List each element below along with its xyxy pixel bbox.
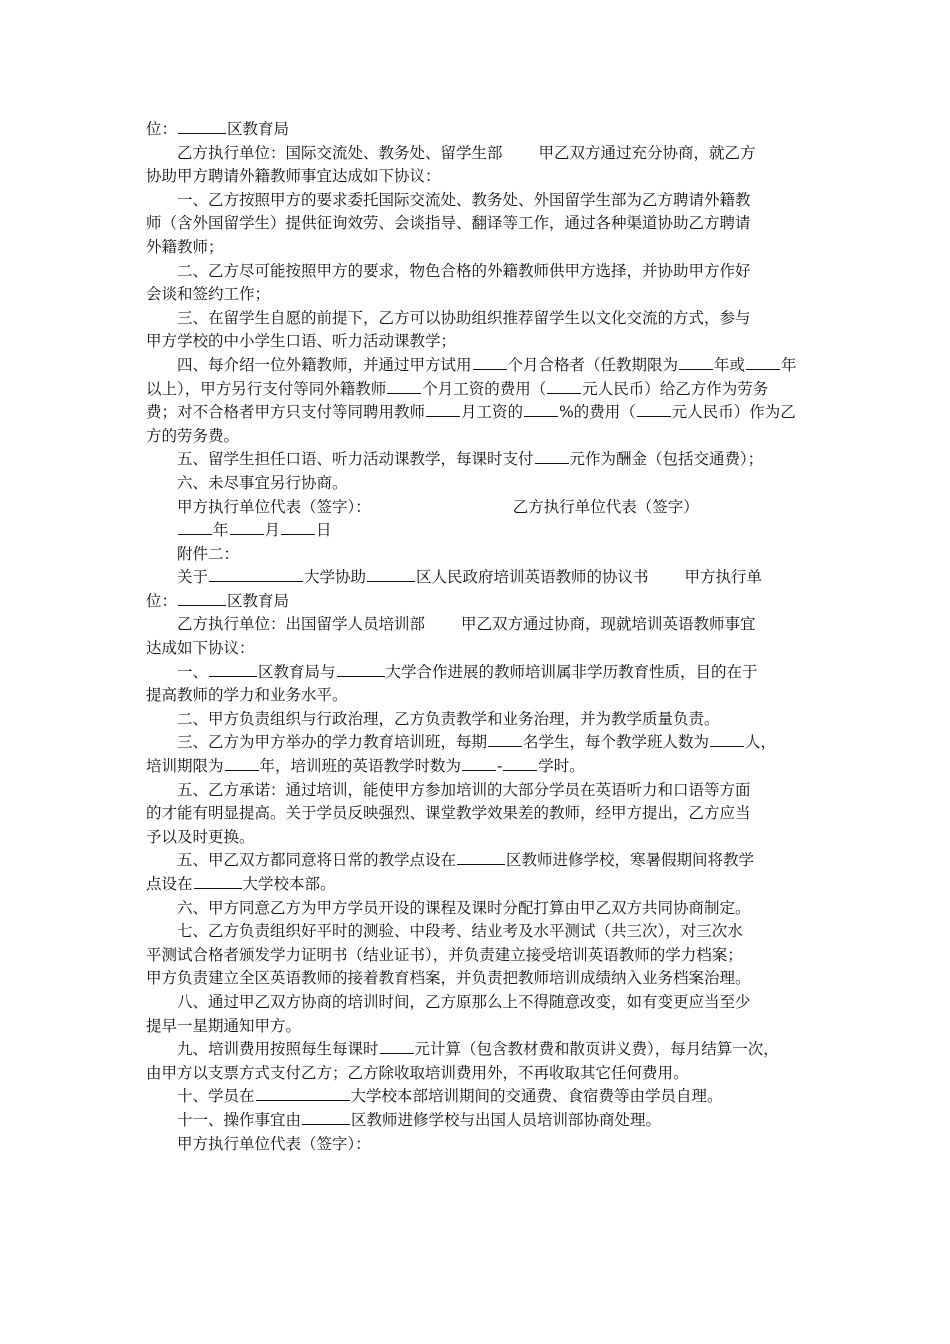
blank-underline (387, 378, 421, 394)
text-line: 六、未尽事宜另行协商。 (177, 473, 348, 492)
text-line: 予以及时更换。 (146, 827, 255, 846)
text-line: 会谈和签约工作； (146, 285, 271, 304)
text-line: 点设在 大学校本部。 (146, 875, 336, 893)
text-line: 师（含外国留学生）提供征询效劳、会谈指导、翻译等工作，通过各种渠道协助乙方聘请 (146, 214, 751, 233)
date-line: 年 月 日 (146, 519, 814, 543)
blank-underline (209, 661, 257, 677)
blank-underline (535, 448, 569, 464)
blank-underline (209, 566, 303, 582)
text-line: 外籍教师； (146, 237, 224, 256)
text-line: 位： 区教育局 (146, 591, 290, 610)
text-line: 提高教师的学力和业务水平。 (146, 686, 348, 705)
text-line: 一、乙方按照甲方的要求委托国际交流处、教务处、外国留学生部为乙方聘请外籍教 (177, 190, 751, 209)
blank-underline (337, 661, 385, 677)
blank-underline (225, 755, 259, 771)
text-line: 甲方学校的中小学生口语、听力活动课教学； (146, 332, 457, 351)
text-line: 平测试合格者颁发学力证明书（结业证书），并负责建立接受培训英语教师的学力档案； (146, 945, 743, 964)
blank-underline (524, 401, 558, 417)
blank-underline (230, 519, 264, 535)
text-line: 八、通过甲乙双方协商的培训时间，乙方原那么上不得随意改变，如有变更应当至少 (177, 992, 751, 1011)
blank-underline (194, 873, 242, 889)
text-line: 提早一星期通知甲方。 (146, 1016, 302, 1035)
document-body (146, 118, 814, 1156)
blank-underline (380, 1038, 414, 1054)
appendix-heading: 附件二： (177, 544, 240, 563)
text-line: 费；对不合格者甲方只支付等同聘用教师 月工资的 %的费用（ 元人民币）作为乙 (146, 403, 796, 422)
text-line: 由甲方以支票方式支付乙方；乙方除收取培训费用外，不再收取其它任何费用。 (146, 1063, 689, 1082)
text-line: 二、乙方尽可能按照甲方的要求，物色合格的外籍教师供甲方选择，并协助甲方作好 (177, 261, 751, 280)
text-line: 位： 区教育局 (146, 120, 290, 138)
text-line: 五、乙方承诺：通过培训，能使甲方参加培训的大部分学员在英语听力和口语等方面 (177, 780, 751, 799)
text-line: 五、甲乙双方都同意将日常的教学点设在 区教师进修学校，寒暑假期间将教学 (177, 851, 755, 870)
blank-underline (367, 566, 415, 582)
blank-underline (503, 755, 537, 771)
blank-underline (178, 118, 226, 134)
blank-underline (256, 1085, 350, 1101)
text-line: 十一、操作事宜由 区教师进修学校与出国人员培训部协商处理。 (177, 1110, 662, 1129)
text-line: 乙方执行单位：出国留学人员培训部 甲乙双方通过协商，现就培训英语教师事宜 (177, 615, 756, 634)
blank-underline (178, 519, 212, 535)
text-line: 七、乙方负责组织好平时的测验、中段考、结业考及水平测试（共三次），对三次水 (177, 922, 743, 941)
text-line: 四、每介绍一位外籍教师，并通过甲方试用 个月合格者（任教期限为 年或 年 (177, 355, 797, 374)
blank-underline (488, 731, 522, 747)
signature-line: 甲方执行单位代表（签字）： (177, 1134, 371, 1153)
text-line: 的才能有明显提高。关于学员反映强烈、课堂教学效果差的教师，经甲方提出，乙方应当 (146, 804, 751, 823)
blank-underline (637, 401, 671, 417)
blank-underline (426, 401, 460, 417)
blank-underline (457, 849, 505, 865)
text-line: 达成如下协议： (146, 639, 255, 658)
signature-line: 甲方执行单位代表（签字）： 乙方执行单位代表（签字） (177, 497, 699, 516)
text-line: 九、培训费用按照每生每课时 元计算（包含教材费和散页讲义费），每月结算一次， (177, 1040, 779, 1059)
text-line: 二、甲方负责组织与行政治理，乙方负责教学和业务治理，并为教学质量负责。 (177, 709, 720, 728)
blank-underline (302, 1109, 350, 1125)
blank-underline (281, 519, 315, 535)
blank-underline (746, 354, 780, 370)
text-line: 十、学员在 大学校本部培训期间的交通费、食宿费等由学员自理。 (177, 1087, 723, 1106)
text-line: 培训期限为 年，培训班的英语教学时数为 - 学时。 (146, 757, 585, 776)
text-line: 五、留学生担任口语、听力活动课教学，每课时支付 元作为酬金（包括交通费）； (177, 450, 764, 469)
text-line: 关于 大学协助 区人民政府培训英语教师的协议书 甲方执行单 (177, 568, 763, 587)
text-line: 一、 区教育局与 大学合作进展的教师培训属非学历教育性质，目的在于 (177, 662, 758, 681)
text-line: 以上），甲方另行支付等同外籍教师 个月工资的费用（ 元人民币）给乙方作为劳务 (146, 379, 769, 398)
text-line: 甲方负责建立全区英语教师的接着教育档案，并负责把教师培训成绩纳入业务档案治理。 (146, 969, 751, 988)
text-line: 乙方执行单位：国际交流处、教务处、留学生部 甲乙双方通过充分协商，就乙方 (177, 143, 756, 162)
text-line: 方的劳务费。 (146, 426, 240, 445)
text-line: 三、乙方为甲方举办的学力教育培训班，每期 名学生，每个教学班人数为 人， (177, 733, 777, 752)
blank-underline (178, 590, 226, 606)
text-line: 六、甲方同意乙方为甲方学员开设的课程及课时分配打算由甲乙双方共同协商制定。 (177, 898, 751, 917)
blank-underline (679, 354, 713, 370)
text-line: 三、在留学生自愿的前提下，乙方可以协助组织推荐留学生以文化交流的方式，参与 (177, 308, 751, 327)
blank-underline (710, 731, 744, 747)
blank-underline (547, 378, 581, 394)
text-line: 协助甲方聘请外籍教师事宜达成如下协议： (146, 167, 441, 186)
blank-underline (462, 755, 496, 771)
blank-underline (473, 354, 507, 370)
